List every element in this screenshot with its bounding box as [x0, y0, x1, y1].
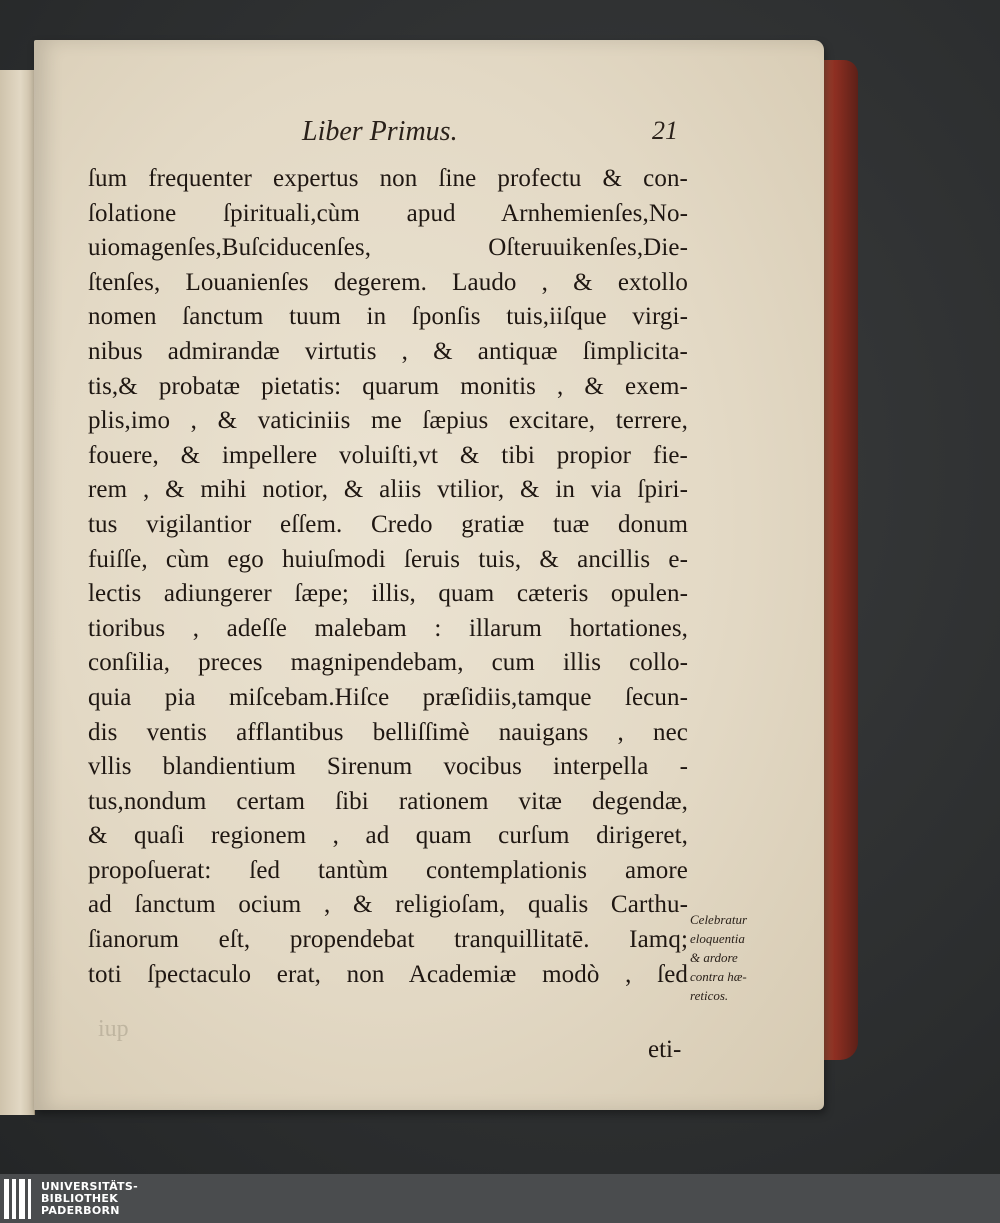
text-line: vllis blandientium Sirenum vocibus interpella -	[88, 753, 688, 781]
text-line: uiomagenſes,Buſciducenſes, Oſteruuikenſes,Die-	[88, 234, 688, 262]
library-logo	[4, 1178, 138, 1220]
text-line: ſtenſes, Louanienſes degerem. Laudo , & extollo	[88, 268, 688, 296]
marginal-note-line: reticos.	[690, 988, 729, 1003]
text-line: ſum frequenter expertus non ſine profectu & con-	[88, 165, 688, 192]
library-footer	[0, 1174, 1000, 1223]
body-text	[88, 162, 688, 992]
text-line: dis ventis afflantibus belliſſimè nauigans , nec	[88, 718, 688, 746]
marginal-note-line: Celebratur	[690, 912, 748, 927]
text-line: fouere, & impellere voluiſti,vt & tibi propior fie-	[88, 441, 688, 469]
text-line: conſilia, preces magnipendebam, cum illis collo-	[88, 649, 688, 677]
text-line: tioribus , adeſſe malebam : illarum hortationes,	[88, 614, 688, 642]
left-page-edge	[0, 70, 35, 1115]
text-line: tis,& probatæ pietatis: quarum monitis , & exem-	[88, 372, 688, 400]
text-line: nibus admirandæ virtutis , & antiquæ ſimplicita-	[88, 337, 688, 365]
page-header	[34, 116, 824, 156]
text-line: quia pia miſcebam.Hiſce præſidiis,tamque ſecun-	[88, 683, 688, 711]
text-line: rem , & mihi notior, & aliis vtilior, & in via ſpiri-	[88, 476, 688, 504]
text-line: ſolatione ſpirituali,cùm apud Arnhemienſes,No-	[88, 199, 688, 227]
marginal-note-line: contra hæ-	[690, 969, 747, 984]
catchword: eti-	[648, 1036, 682, 1063]
book-page	[34, 40, 824, 1110]
marginal-note	[690, 910, 800, 1005]
text-line: tus vigilantior eſſem. Credo gratiæ tuæ donum	[88, 510, 688, 538]
library-name-line: BIBLIOTHEK	[41, 1192, 119, 1205]
library-name-line: UNIVERSITÄTS-	[41, 1180, 138, 1193]
text-line: nomen ſanctum tuum in ſponſis tuis,iiſque virgi-	[88, 303, 688, 331]
text-line: tus,nondum certam ſibi rationem vitæ degendæ,	[88, 787, 688, 815]
marginal-note-line: eloquentia	[690, 931, 745, 946]
text-line: plis,imo , & vaticiniis me ſæpius excitare, terrere,	[88, 407, 688, 435]
running-head: Liber Primus.	[302, 116, 458, 147]
text-line: fuiſſe, cùm ego huiuſmodi ſeruis tuis, & ancillis e-	[88, 545, 688, 573]
text-line: ad ſanctum ocium , & religioſam, qualis Carthu-	[88, 891, 688, 919]
library-name	[41, 1181, 138, 1217]
text-line: ſianorum eſt, propendebat tranquillitatē. Iamq;	[88, 926, 688, 954]
text-line: toti ſpectaculo erat, non Academiæ modò , ſed	[88, 960, 688, 988]
library-name-line: PADERBORN	[41, 1204, 120, 1217]
text-line: & quaſi regionem , ad quam curſum dirigeret,	[88, 822, 688, 850]
text-line: lectis adiungerer ſæpe; illis, quam cæteris opulen-	[88, 580, 688, 608]
barcode-logo-icon	[4, 1179, 31, 1219]
text-line: propoſuerat: ſed tantùm contemplationis amore	[88, 856, 688, 884]
marginal-note-line: & ardore	[690, 950, 738, 965]
bleed-through-text: iup	[98, 1016, 129, 1042]
page-number: 21	[652, 116, 678, 145]
